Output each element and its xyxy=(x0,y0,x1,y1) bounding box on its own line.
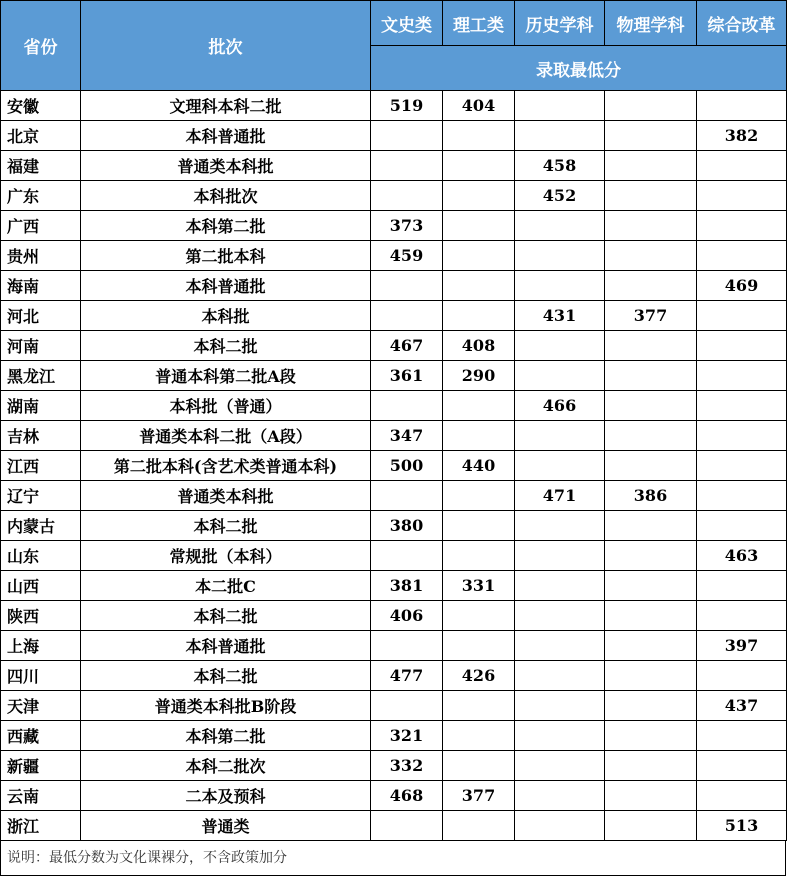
history-score xyxy=(515,781,605,811)
wenshi-score xyxy=(371,301,443,331)
ligong-score xyxy=(443,721,515,751)
province-cell: 广西 xyxy=(1,211,81,241)
province-cell: 陕西 xyxy=(1,601,81,631)
batch-cell: 本科普通批 xyxy=(81,631,371,661)
table-row xyxy=(1,271,787,301)
batch-cell: 本科二批 xyxy=(81,331,371,361)
physics-score xyxy=(605,541,697,571)
batch-cell: 本科批次 xyxy=(81,181,371,211)
wenshi-score xyxy=(371,181,443,211)
zonghe-score xyxy=(697,511,787,541)
history-score: 466 xyxy=(515,391,605,421)
table-row xyxy=(1,331,787,361)
physics-score xyxy=(605,151,697,181)
wenshi-score: 321 xyxy=(371,721,443,751)
province-cell: 江西 xyxy=(1,451,81,481)
ligong-score xyxy=(443,811,515,841)
table-row xyxy=(1,361,787,391)
ligong-score xyxy=(443,301,515,331)
wenshi-score: 361 xyxy=(371,361,443,391)
ligong-score xyxy=(443,241,515,271)
province-cell: 海南 xyxy=(1,271,81,301)
ligong-score xyxy=(443,631,515,661)
batch-cell: 本科批 xyxy=(81,301,371,331)
history-score xyxy=(515,271,605,301)
province-cell: 黑龙江 xyxy=(1,361,81,391)
history-score xyxy=(515,421,605,451)
table-row xyxy=(1,541,787,571)
ligong-score xyxy=(443,751,515,781)
physics-score xyxy=(605,271,697,301)
wenshi-score xyxy=(371,391,443,421)
zonghe-score xyxy=(697,601,787,631)
physics-score xyxy=(605,181,697,211)
wenshi-score: 519 xyxy=(371,91,443,121)
history-score xyxy=(515,541,605,571)
header-province: 省份 xyxy=(1,1,81,91)
physics-score xyxy=(605,811,697,841)
batch-cell: 本科第二批 xyxy=(81,211,371,241)
zonghe-score: 382 xyxy=(697,121,787,151)
wenshi-score: 467 xyxy=(371,331,443,361)
wenshi-score: 477 xyxy=(371,661,443,691)
batch-cell: 本科普通批 xyxy=(81,271,371,301)
batch-cell: 本科二批次 xyxy=(81,751,371,781)
batch-cell: 本二批C xyxy=(81,571,371,601)
header-ligong: 理工类 xyxy=(443,1,515,46)
header-batch: 批次 xyxy=(81,1,371,91)
wenshi-score: 500 xyxy=(371,451,443,481)
history-score xyxy=(515,361,605,391)
table-row xyxy=(1,751,787,781)
batch-cell: 文理科本科二批 xyxy=(81,91,371,121)
province-cell: 辽宁 xyxy=(1,481,81,511)
ligong-score xyxy=(443,181,515,211)
history-score xyxy=(515,571,605,601)
ligong-score xyxy=(443,511,515,541)
province-cell: 四川 xyxy=(1,661,81,691)
history-score xyxy=(515,811,605,841)
batch-cell: 二本及预科 xyxy=(81,781,371,811)
batch-cell: 常规批（本科） xyxy=(81,541,371,571)
zonghe-score xyxy=(697,781,787,811)
zonghe-score xyxy=(697,391,787,421)
ligong-score: 377 xyxy=(443,781,515,811)
province-cell: 吉林 xyxy=(1,421,81,451)
zonghe-score xyxy=(697,361,787,391)
history-score xyxy=(515,331,605,361)
wenshi-score: 381 xyxy=(371,571,443,601)
table-row xyxy=(1,181,787,211)
zonghe-score xyxy=(697,661,787,691)
physics-score xyxy=(605,211,697,241)
zonghe-score xyxy=(697,301,787,331)
table-row xyxy=(1,571,787,601)
footnote: 说明：最低分数为文化课裸分，不含政策加分 xyxy=(0,841,786,876)
history-score xyxy=(515,91,605,121)
ligong-score: 331 xyxy=(443,571,515,601)
physics-score xyxy=(605,91,697,121)
zonghe-score: 397 xyxy=(697,631,787,661)
history-score xyxy=(515,751,605,781)
batch-cell: 普通类 xyxy=(81,811,371,841)
physics-score xyxy=(605,751,697,781)
table-row xyxy=(1,241,787,271)
batch-cell: 普通类本科二批（A段） xyxy=(81,421,371,451)
table-row xyxy=(1,601,787,631)
physics-score xyxy=(605,121,697,151)
zonghe-score: 513 xyxy=(697,811,787,841)
physics-score xyxy=(605,571,697,601)
zonghe-score xyxy=(697,451,787,481)
ligong-score xyxy=(443,601,515,631)
table-row xyxy=(1,721,787,751)
zonghe-score xyxy=(697,181,787,211)
wenshi-score: 406 xyxy=(371,601,443,631)
province-cell: 天津 xyxy=(1,691,81,721)
header-min-score: 录取最低分 xyxy=(371,46,787,91)
province-cell: 新疆 xyxy=(1,751,81,781)
history-score xyxy=(515,121,605,151)
physics-score xyxy=(605,241,697,271)
province-cell: 云南 xyxy=(1,781,81,811)
zonghe-score: 437 xyxy=(697,691,787,721)
zonghe-score xyxy=(697,91,787,121)
province-cell: 西藏 xyxy=(1,721,81,751)
history-score: 471 xyxy=(515,481,605,511)
table-row xyxy=(1,421,787,451)
physics-score xyxy=(605,331,697,361)
table-row xyxy=(1,691,787,721)
zonghe-score xyxy=(697,331,787,361)
history-score xyxy=(515,511,605,541)
history-score: 431 xyxy=(515,301,605,331)
wenshi-score: 373 xyxy=(371,211,443,241)
table-row xyxy=(1,631,787,661)
batch-cell: 本科普通批 xyxy=(81,121,371,151)
zonghe-score xyxy=(697,481,787,511)
wenshi-score: 459 xyxy=(371,241,443,271)
history-score xyxy=(515,721,605,751)
ligong-score xyxy=(443,481,515,511)
batch-cell: 普通类本科批 xyxy=(81,151,371,181)
ligong-score xyxy=(443,691,515,721)
history-score xyxy=(515,631,605,661)
province-cell: 安徽 xyxy=(1,91,81,121)
header-wenshi: 文史类 xyxy=(371,1,443,46)
batch-cell: 本科第二批 xyxy=(81,721,371,751)
wenshi-score: 347 xyxy=(371,421,443,451)
batch-cell: 普通类本科批 xyxy=(81,481,371,511)
zonghe-score xyxy=(697,151,787,181)
physics-score xyxy=(605,451,697,481)
province-cell: 河北 xyxy=(1,301,81,331)
zonghe-score xyxy=(697,421,787,451)
ligong-score: 426 xyxy=(443,661,515,691)
history-score xyxy=(515,451,605,481)
history-score xyxy=(515,211,605,241)
physics-score xyxy=(605,421,697,451)
province-cell: 河南 xyxy=(1,331,81,361)
province-cell: 广东 xyxy=(1,181,81,211)
table-row xyxy=(1,781,787,811)
table-row xyxy=(1,151,787,181)
province-cell: 内蒙古 xyxy=(1,511,81,541)
table-row xyxy=(1,211,787,241)
province-cell: 上海 xyxy=(1,631,81,661)
batch-cell: 普通类本科批B阶段 xyxy=(81,691,371,721)
history-score: 452 xyxy=(515,181,605,211)
province-cell: 贵州 xyxy=(1,241,81,271)
zonghe-score: 469 xyxy=(697,271,787,301)
province-cell: 北京 xyxy=(1,121,81,151)
table-row xyxy=(1,481,787,511)
zonghe-score xyxy=(697,751,787,781)
batch-cell: 普通本科第二批A段 xyxy=(81,361,371,391)
province-cell: 湖南 xyxy=(1,391,81,421)
batch-cell: 第二批本科(含艺术类普通本科) xyxy=(81,451,371,481)
ligong-score xyxy=(443,211,515,241)
wenshi-score: 332 xyxy=(371,751,443,781)
table-row xyxy=(1,301,787,331)
province-cell: 山西 xyxy=(1,571,81,601)
history-score xyxy=(515,661,605,691)
batch-cell: 本科二批 xyxy=(81,661,371,691)
physics-score: 386 xyxy=(605,481,697,511)
physics-score xyxy=(605,721,697,751)
table-row xyxy=(1,811,787,841)
history-score xyxy=(515,241,605,271)
province-cell: 福建 xyxy=(1,151,81,181)
ligong-score xyxy=(443,151,515,181)
zonghe-score: 463 xyxy=(697,541,787,571)
ligong-score: 404 xyxy=(443,91,515,121)
ligong-score: 290 xyxy=(443,361,515,391)
table-row xyxy=(1,661,787,691)
physics-score xyxy=(605,391,697,421)
wenshi-score xyxy=(371,271,443,301)
batch-cell: 本科二批 xyxy=(81,511,371,541)
ligong-score xyxy=(443,271,515,301)
physics-score xyxy=(605,601,697,631)
physics-score: 377 xyxy=(605,301,697,331)
table-row xyxy=(1,121,787,151)
physics-score xyxy=(605,361,697,391)
header-physics: 物理学科 xyxy=(605,1,697,46)
table-row xyxy=(1,391,787,421)
zonghe-score xyxy=(697,211,787,241)
ligong-score xyxy=(443,391,515,421)
wenshi-score: 380 xyxy=(371,511,443,541)
wenshi-score xyxy=(371,151,443,181)
ligong-score: 408 xyxy=(443,331,515,361)
wenshi-score xyxy=(371,481,443,511)
ligong-score xyxy=(443,541,515,571)
province-cell: 山东 xyxy=(1,541,81,571)
wenshi-score xyxy=(371,631,443,661)
wenshi-score xyxy=(371,121,443,151)
history-score xyxy=(515,601,605,631)
province-cell: 浙江 xyxy=(1,811,81,841)
table-body xyxy=(1,91,787,841)
ligong-score xyxy=(443,121,515,151)
physics-score xyxy=(605,511,697,541)
history-score: 458 xyxy=(515,151,605,181)
zonghe-score xyxy=(697,571,787,601)
wenshi-score: 468 xyxy=(371,781,443,811)
physics-score xyxy=(605,691,697,721)
physics-score xyxy=(605,631,697,661)
table-row xyxy=(1,91,787,121)
history-score xyxy=(515,691,605,721)
table-header xyxy=(1,1,787,91)
batch-cell: 第二批本科 xyxy=(81,241,371,271)
wenshi-score xyxy=(371,541,443,571)
table-row xyxy=(1,511,787,541)
table-row xyxy=(1,451,787,481)
header-zonghe: 综合改革 xyxy=(697,1,787,46)
zonghe-score xyxy=(697,721,787,751)
batch-cell: 本科批（普通） xyxy=(81,391,371,421)
ligong-score: 440 xyxy=(443,451,515,481)
physics-score xyxy=(605,781,697,811)
physics-score xyxy=(605,661,697,691)
wenshi-score xyxy=(371,691,443,721)
ligong-score xyxy=(443,421,515,451)
wenshi-score xyxy=(371,811,443,841)
zonghe-score xyxy=(697,241,787,271)
batch-cell: 本科二批 xyxy=(81,601,371,631)
header-history: 历史学科 xyxy=(515,1,605,46)
